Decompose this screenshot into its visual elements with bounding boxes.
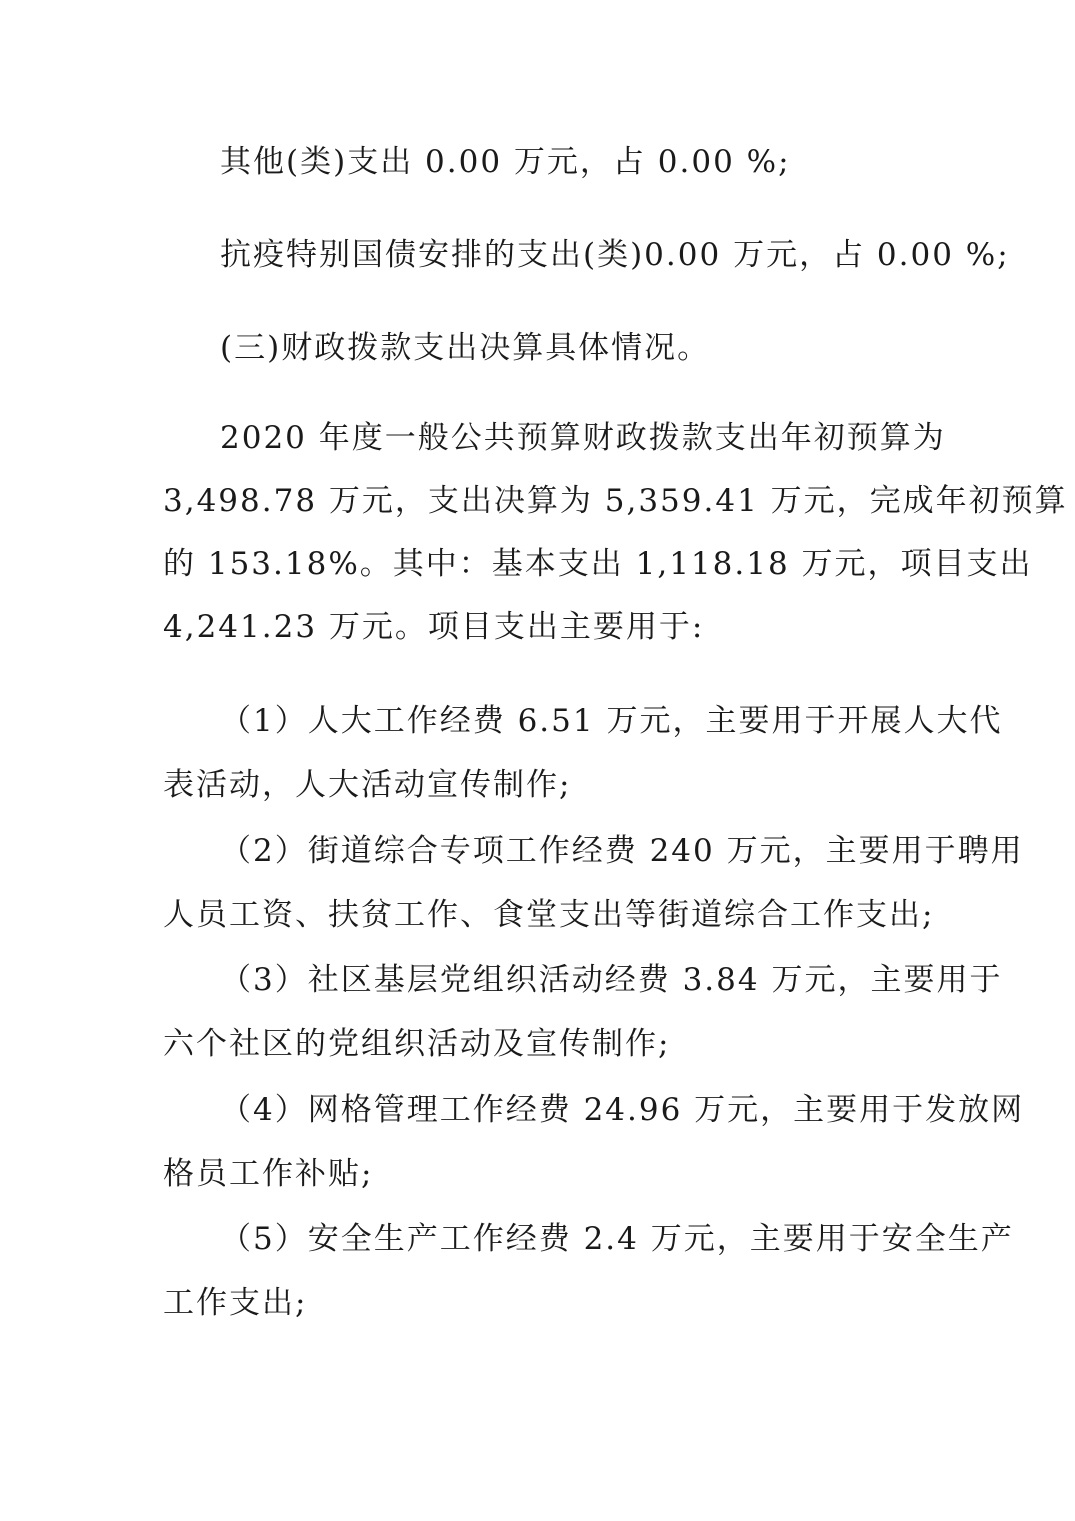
list-item: （5）安全生产工作经费 2.4 万元，主要用于安全生产 <box>220 1221 1014 1257</box>
text-line: 其他(类)支出 0.00 万元，占 0.00 %; <box>220 144 791 180</box>
list-item-continuation: 人员工资、扶贫工作、食堂支出等街道综合工作支出; <box>163 897 935 933</box>
list-item: （3）社区基层党组织活动经费 3.84 万元，主要用于 <box>220 962 1003 998</box>
text-line: 4,241.23 万元。项目支出主要用于: <box>163 609 705 645</box>
list-item: （2）街道综合专项工作经费 240 万元，主要用于聘用 <box>220 833 1024 869</box>
list-item-continuation: 六个社区的党组织活动及宣传制作; <box>163 1026 671 1062</box>
list-item-continuation: 工作支出; <box>163 1285 308 1321</box>
list-item-continuation: 表活动，人大活动宣传制作; <box>163 767 572 803</box>
list-item: （1）人大工作经费 6.51 万元，主要用于开展人大代 <box>220 703 1003 739</box>
text-line: 抗疫特别国债安排的支出(类)0.00 万元，占 0.00 %; <box>220 237 1010 273</box>
list-item-continuation: 格员工作补贴; <box>163 1156 374 1192</box>
text-line: 2020 年度一般公共预算财政拨款支出年初预算为 <box>220 420 946 456</box>
section-heading: (三)财政拨款支出决算具体情况。 <box>220 330 711 366</box>
text-line: 的 153.18%。其中：基本支出 1,118.18 万元，项目支出 <box>163 546 1033 582</box>
text-line: 3,498.78 万元，支出决算为 5,359.41 万元，完成年初预算 <box>163 483 1068 519</box>
list-item: （4）网格管理工作经费 24.96 万元，主要用于发放网 <box>220 1092 1025 1128</box>
